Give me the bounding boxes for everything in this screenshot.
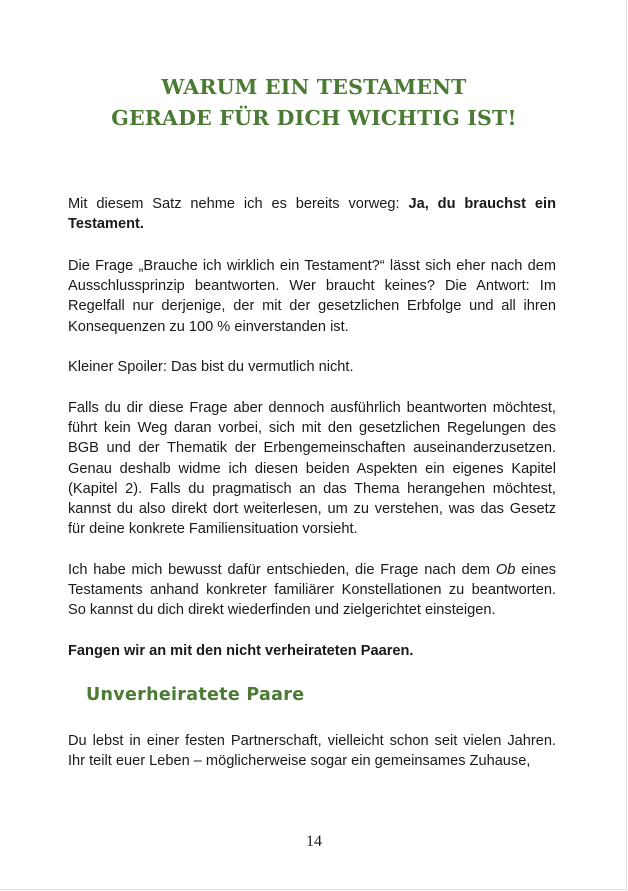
paragraph-approach-text-2: eines Testaments anhand konkreter familiärer Konstellationen zu beantworten. So kannst du dich direkt wiederfinden und zielgerichtet einsteigen. (68, 562, 556, 619)
chapter-title (0, 72, 628, 134)
paragraph-lead-in-bold: Fangen wir an mit den nicht verheirateten Paaren. (68, 643, 414, 659)
section-heading: Unverheiratete Paare (86, 685, 305, 705)
chapter-title-line-1: WARUM EIN TESTAMENT (161, 75, 467, 99)
paragraph-intro (68, 194, 556, 234)
paragraph-approach-italic: Ob (495, 562, 516, 578)
page-number: 14 (306, 833, 322, 850)
paragraph-partnership: Du lebst in einer festen Partnerschaft, vielleicht schon seit vielen Jahren. Ihr teilt euer Leben – möglicherweise sogar ein gemeinsames Zuhause, (68, 733, 556, 770)
paragraph-spoiler: Kleiner Spoiler: Das bist du vermutlich nicht. (68, 359, 354, 375)
paragraph-approach-text-1: Ich habe mich bewusst dafür entschieden, die Frage nach dem (68, 562, 496, 578)
paragraph-chapter-reference: Falls du dir diese Frage aber dennoch ausführlich beantworten möchtest, führt kein Weg daran vorbei, sich mit den gesetzlichen Regelungen des BGB und der Thematik der Erbengemeinschaften auseinanderzusetzen. Genau deshalb widme ich diesen beiden Aspekten ein eigenes Kapitel (Kapitel 2). Falls du pragmatisch an das Thema herangehen möchtest, kannst du also direkt dort weiterlesen, um zu verstehen, was das Gesetz für deine konkrete Familiensituation vorsieht. (68, 400, 556, 538)
paragraph-intro-bold: Ja, du brauchst ein Testament. (68, 196, 556, 233)
chapter-title-line-2: GERADE FÜR DICH WICHTIG IST! (111, 106, 517, 130)
paragraph-question: Die Frage „Brauche ich wirklich ein Testament?“ lässt sich eher nach dem Ausschlussprinzip beantworten. Wer braucht keines? Die Antwort: Im Regelfall nur derjenige, der mit der gesetzlichen Erbfolge und all ihren Konsequenzen zu 100 % einverstanden ist. (68, 258, 556, 335)
paragraph-approach (68, 560, 556, 621)
paragraph-lead-in (68, 641, 556, 661)
paragraph-intro-text: Mit diesem Satz nehme ich es bereits vorweg: (68, 196, 409, 212)
